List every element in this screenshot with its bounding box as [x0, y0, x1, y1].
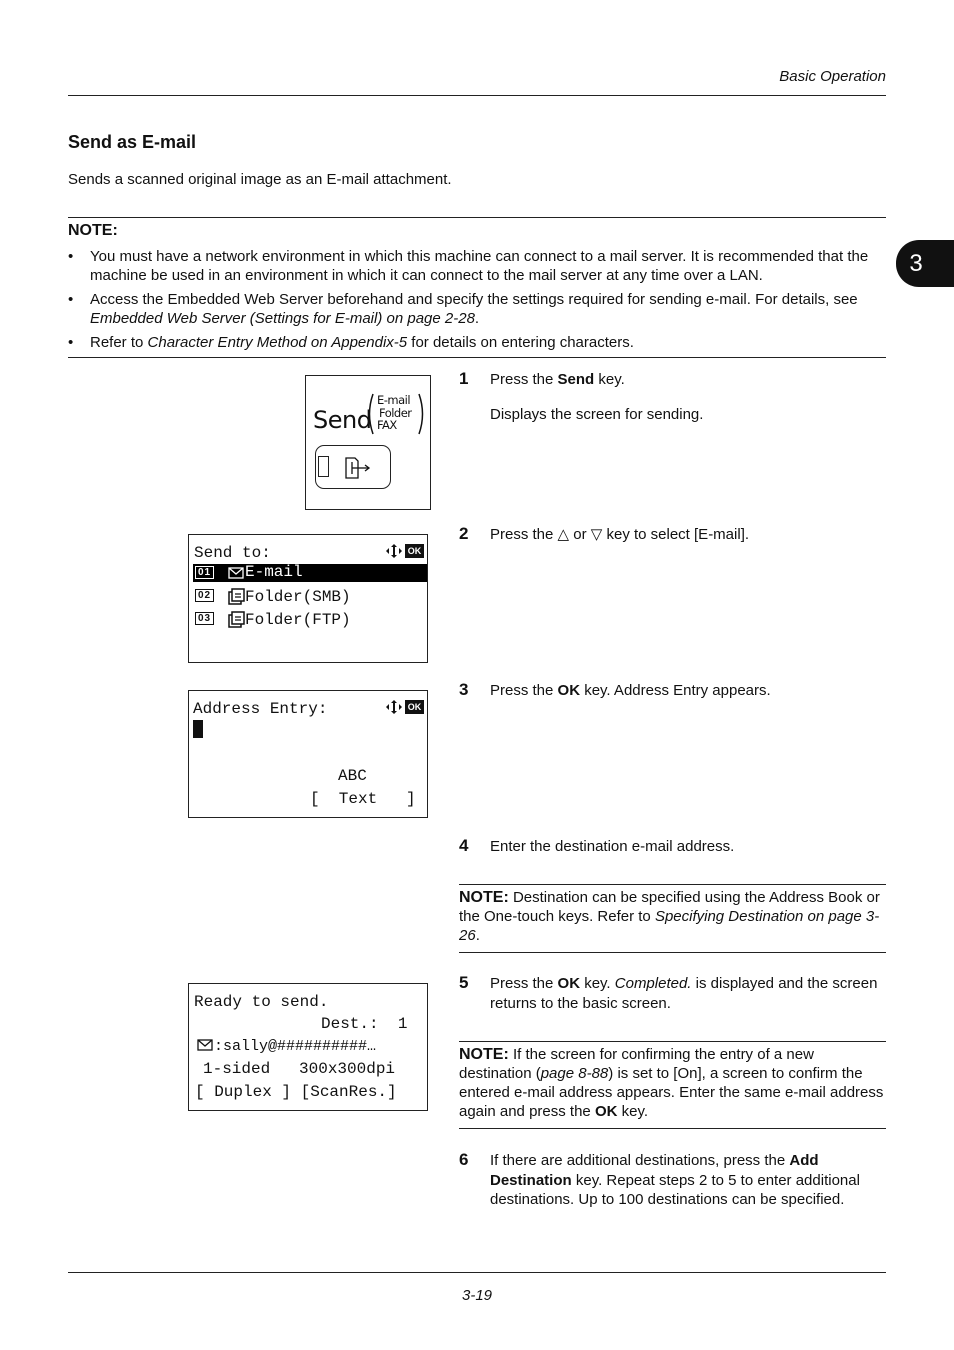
note-bottom-rule: [68, 357, 886, 358]
note-step-5: [459, 1045, 886, 1121]
lcd-softkeys[interactable]: [ Duplex ] [ScanRes.]: [195, 1083, 397, 1101]
step-text-part: key.: [580, 975, 615, 992]
item-number: 02: [195, 589, 214, 602]
lcd-address-entry: [188, 690, 428, 818]
header-rule: [68, 95, 886, 96]
section-title: Send as E-mail: [68, 132, 197, 152]
send-option-email: E-mail: [377, 393, 411, 407]
note-text: If the screen for confirming the entry of a new destination (: [459, 1046, 814, 1082]
up-arrow-icon: △: [557, 526, 570, 543]
send-led: [318, 456, 329, 477]
key-name: OK: [557, 975, 581, 992]
lcd-list-item[interactable]: [193, 587, 427, 607]
lcd-destination: :sally@##########…: [214, 1038, 377, 1055]
lcd-send-to: [188, 534, 428, 663]
step-text-part: key. Address Entry appears.: [580, 682, 771, 699]
lcd-list-item[interactable]: [193, 610, 427, 630]
step-number: 4: [459, 836, 469, 855]
note-text: Destination can be specified using the Address Book or the One-touch keys. Refer to: [459, 889, 880, 925]
step-text-part: Press the: [490, 682, 558, 699]
key-name: Add Destination: [490, 1152, 819, 1189]
ok-key-icon: OK: [405, 700, 424, 714]
key-name: Send: [557, 371, 595, 388]
send-document-icon: [343, 454, 373, 482]
note-list: [68, 247, 886, 357]
cross-reference: Character Entry Method on Appendix-5: [147, 334, 408, 351]
input-mode: ABC: [338, 767, 367, 785]
step-text-part: key to select [E-mail].: [602, 526, 750, 543]
note-item-text: Refer to: [90, 334, 148, 351]
step-number: 6: [459, 1150, 469, 1169]
note-text: ) is set to [On], a screen to confirm the entered e-mail address appears. Enter the same e-mail address again and press the: [459, 1065, 884, 1120]
intro-text: Sends a scanned original image as an E-mail attachment.: [68, 171, 452, 188]
step-number: 1: [459, 369, 469, 388]
send-button[interactable]: [315, 445, 391, 489]
step-1-result: Displays the screen for sending.: [490, 406, 704, 423]
step-4-text: Enter the destination e-mail address.: [490, 838, 735, 855]
bullet-icon: •: [68, 334, 74, 351]
send-key-label: Send: [313, 406, 372, 434]
folder-icon: [227, 588, 245, 605]
note-item: [68, 290, 886, 328]
note-item-text: Access the Embedded Web Server beforehand and specify the settings required for sending e-mail. For details, see: [90, 291, 858, 308]
note-text: key.: [617, 1103, 649, 1120]
bullet-icon: •: [68, 248, 74, 265]
envelope-icon: [197, 1039, 213, 1051]
item-number: 01: [195, 566, 214, 579]
item-label: Folder(FTP): [245, 611, 351, 629]
note-text: .: [475, 927, 480, 944]
send-option-folder: Folder: [379, 405, 412, 420]
item-label: Folder(SMB): [245, 588, 351, 606]
step-number: 3: [459, 680, 469, 699]
note-top-rule: [68, 217, 886, 218]
note-rule: [459, 884, 886, 885]
note-item-text: You must have a network environment in which this machine can connect to a mail server. It is recommended that the machine be used in an environment in which it can connect to the mail server at any time over a LAN.: [90, 248, 869, 284]
step-text-part: If there are additional destinations, press the: [490, 1152, 790, 1169]
item-number: 03: [195, 612, 214, 625]
step-number: 2: [459, 524, 469, 543]
page-number: 3-19: [461, 1287, 493, 1304]
bullet-icon: •: [68, 291, 74, 308]
note-label: NOTE:: [68, 222, 118, 239]
step-2-text: [490, 525, 886, 545]
folder-icon: [227, 611, 245, 628]
step-text-part: is displayed and the screen returns to the basic screen.: [490, 975, 878, 1012]
note-rule: [459, 1041, 886, 1042]
cross-reference: page 8-88: [540, 1065, 609, 1082]
cross-arrows-icon: [385, 543, 403, 559]
note-label: NOTE:: [459, 1046, 509, 1063]
step-5-text: [490, 974, 886, 1013]
lcd-title: Send to:: [194, 544, 271, 562]
step-6-text: [490, 1151, 886, 1210]
step-text-part: key.: [594, 371, 625, 388]
down-arrow-icon: ▽: [590, 526, 603, 543]
key-name: OK: [557, 682, 581, 699]
envelope-icon: [228, 567, 244, 579]
step-1-text: [490, 370, 886, 390]
step-text-part: or: [569, 526, 591, 543]
step-text-part: Press the: [490, 975, 558, 992]
step-3-text: [490, 681, 886, 701]
note-item: [68, 333, 886, 352]
footer-rule: [68, 1272, 886, 1273]
lcd-ready-to-send: [188, 983, 428, 1111]
cross-reference: Specifying Destination on page 3-26: [459, 908, 880, 944]
status-message: Completed.: [614, 975, 692, 992]
running-header: Basic Operation: [779, 68, 886, 85]
note-rule: [459, 952, 886, 953]
ok-key-icon: OK: [405, 544, 424, 558]
cross-arrows-icon: [385, 699, 403, 715]
step-text-part: Press the: [490, 371, 558, 388]
chapter-tab: 3: [896, 240, 954, 287]
step-text-part: Press the: [490, 526, 558, 543]
lcd-title: Address Entry:: [193, 700, 328, 718]
note-rule: [459, 1128, 886, 1129]
cross-reference: Embedded Web Server (Settings for E-mail) on page 2-28: [90, 310, 475, 327]
note-step-4: [459, 888, 886, 945]
text-cursor[interactable]: [193, 720, 203, 738]
step-number: 5: [459, 973, 469, 992]
note-item-text: for details on entering characters.: [407, 334, 634, 351]
send-option-fax: FAX: [377, 418, 397, 432]
lcd-settings: 1-sided 300x300dpi: [203, 1060, 396, 1078]
send-key-options: [377, 394, 412, 432]
note-item: [68, 247, 886, 285]
lcd-status: Ready to send.: [194, 993, 329, 1011]
note-label: NOTE:: [459, 889, 509, 906]
note-item-text: .: [474, 310, 480, 327]
text-softkey[interactable]: [ Text ]: [310, 790, 416, 808]
key-name: OK: [594, 1103, 618, 1120]
lcd-list-item-selected[interactable]: [193, 564, 427, 582]
item-label: E-mail: [245, 563, 303, 581]
send-key-illustration: [305, 375, 431, 510]
lcd-dest-count: Dest.: 1: [321, 1015, 408, 1033]
step-text-part: key. Repeat steps 2 to 5 to enter additional destinations. Up to 100 destinations can be specified.: [490, 1171, 860, 1208]
